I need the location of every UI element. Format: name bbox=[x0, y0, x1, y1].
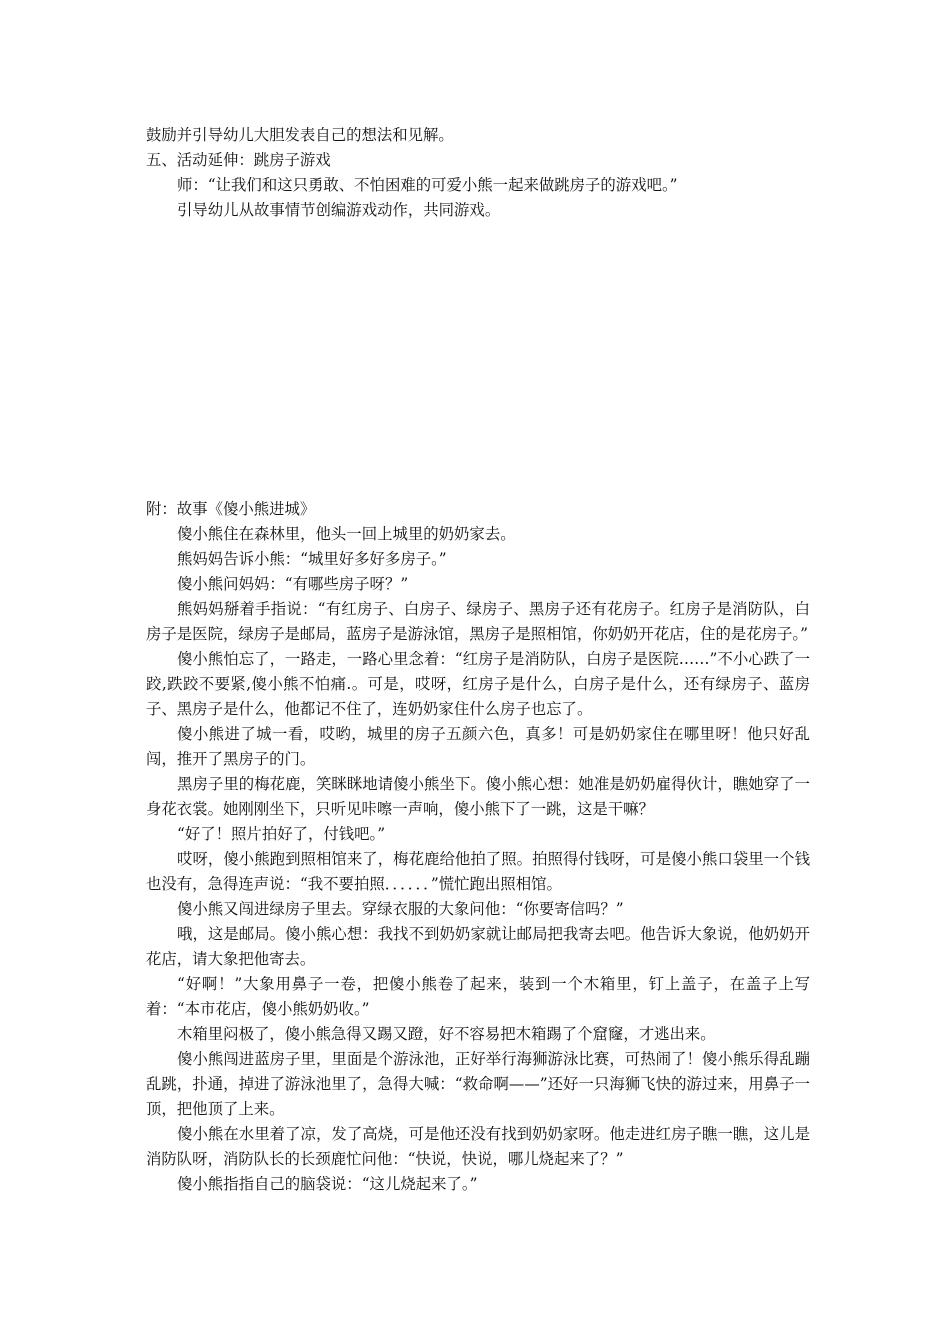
story-paragraph: 傻小熊怕忘了，一路走，一路心里念着：“红房子是消防队，白房子是医院……”不小心跌了一跤,跌跤不要紧,傻小熊不怕痛.。可是，哎呀，红房子是什么，白房子是什么，还有绿房子、蓝房子、黑房子是什么，他都记不住了，连奶奶家住什么房子也忘了。 bbox=[146, 650, 810, 718]
story-title: 附：故事《傻小熊进城》 bbox=[146, 500, 316, 518]
story-paragraph: 熊妈妈告诉小熊：“城里好多好多房子。” bbox=[177, 550, 447, 568]
section-heading: 五、活动延伸：跳房子游戏 bbox=[146, 151, 331, 169]
lesson-section bbox=[146, 123, 810, 223]
story-paragraph: 傻小熊指指自己的脑袋说：“这儿烧起来了。” bbox=[177, 1175, 478, 1193]
story-paragraph: “好啊！”大象用鼻子一卷，把傻小熊卷了起来，装到一个木箱里，钉上盖子，在盖子上写着：“本市花店，傻小熊奶奶收。” bbox=[146, 975, 810, 1018]
story-paragraph: 傻小熊住在森林里，他头一回上城里的奶奶家去。 bbox=[177, 525, 516, 543]
story-paragraph: 傻小熊进了城一看，哎哟，城里的房子五颜六色，真多！可是奶奶家住在哪里呀！他只好乱闯，推开了黑房子的门。 bbox=[146, 725, 810, 768]
story-paragraph: 傻小熊闯进蓝房子里，里面是个游泳池，正好举行海狮游泳比赛，可热闹了！傻小熊乐得乱蹦乱跳，扑通，掉进了游泳池里了，急得大喊：“救命啊——”还好一只海狮飞快的游过来，用鼻子一顶，把他顶了上来。 bbox=[146, 1050, 810, 1118]
story-paragraph: 熊妈妈掰着手指说：“有红房子、白房子、绿房子、黑房子还有花房子。红房子是消防队，白房子是医院，绿房子是邮局，蓝房子是游泳馆，黑房子是照相馆，你奶奶开花店，住的是花房子。” bbox=[146, 600, 810, 643]
story-paragraph: 傻小熊又闯进绿房子里去。穿绿衣服的大象问他：“你要寄信吗？” bbox=[177, 900, 624, 918]
story-section bbox=[146, 497, 810, 1197]
lesson-line: 引导幼儿从故事情节创编游戏动作，共同游戏。 bbox=[177, 201, 501, 219]
story-paragraph: 傻小熊问妈妈：“有哪些房子呀？” bbox=[177, 575, 409, 593]
lesson-line: 鼓励并引导幼儿大胆发表自己的想法和见解。 bbox=[146, 126, 454, 144]
story-paragraph: 木箱里闷极了，傻小熊急得又踢又蹬，好不容易把木箱踢了个窟窿，才逃出来。 bbox=[177, 1025, 716, 1043]
story-paragraph: “好了！照片拍好了，付钱吧。” bbox=[177, 825, 386, 843]
story-paragraph: 哎呀，傻小熊跑到照相馆来了，梅花鹿给他拍了照。拍照得付钱呀，可是傻小熊口袋里一个钱也没有，急得连声说：“我不要拍照．．．．．．”慌忙跑出照相馆。 bbox=[146, 850, 810, 893]
story-paragraph: 傻小熊在水里着了凉，发了高烧，可是他还没有找到奶奶家呀。他走进红房子瞧一瞧，这儿是消防队呀，消防队长的长颈鹿忙问他：“快说，快说，哪儿烧起来了？” bbox=[146, 1125, 810, 1168]
lesson-line: 师：“让我们和这只勇敢、不怕困难的可爱小熊一起来做跳房子的游戏吧。” bbox=[177, 176, 678, 194]
story-paragraph: 黑房子里的梅花鹿，笑眯眯地请傻小熊坐下。傻小熊心想：她准是奶奶雇得伙计，瞧她穿了一身花衣裳。她刚刚坐下，只听见咔嚓一声响，傻小熊下了一跳，这是干嘛？ bbox=[146, 775, 810, 818]
story-paragraph: 哦，这是邮局。傻小熊心想：我找不到奶奶家就让邮局把我寄去吧。他告诉大象说，他奶奶开花店，请大象把他寄去。 bbox=[146, 925, 810, 968]
